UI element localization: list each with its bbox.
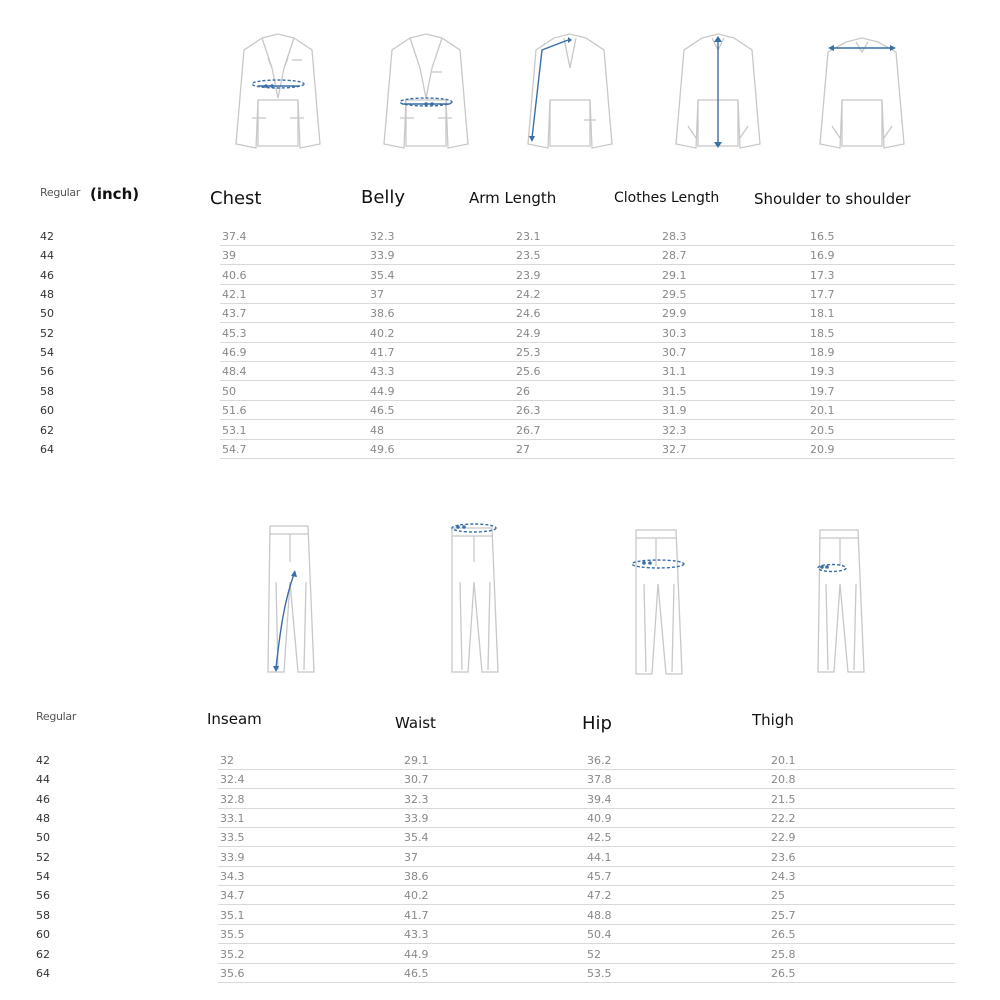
table-cell: 35.5 — [220, 928, 245, 942]
table-cell: 30.7 — [662, 346, 687, 360]
table-cell: 48.8 — [587, 908, 612, 922]
jacket-belly-measure-icon — [376, 28, 476, 152]
size-label: 62 — [36, 947, 50, 961]
table-cell: 17.3 — [810, 268, 835, 282]
table-cell: 42.1 — [222, 288, 247, 302]
jacket-chest-measure-icon — [228, 28, 328, 152]
table-cell: 48 — [370, 423, 384, 437]
size-label: 48 — [36, 812, 50, 826]
table-cell: 52 — [587, 947, 601, 961]
table-cell: 43.3 — [404, 928, 429, 942]
table-cell: 29.9 — [662, 307, 687, 321]
table-cell: 54.7 — [222, 442, 247, 456]
table-cell: 20.1 — [771, 754, 796, 767]
table-cell: 23.1 — [516, 230, 541, 243]
table-cell: 32.3 — [662, 423, 687, 437]
table-cell: 22.2 — [771, 812, 796, 826]
table-cell: 37.8 — [587, 773, 612, 787]
size-label: 58 — [40, 384, 54, 398]
table-cell: 20.5 — [810, 423, 835, 437]
table-cell: 33.5 — [220, 831, 245, 845]
size-label: 42 — [36, 754, 50, 767]
header-chest: Chest — [210, 188, 262, 209]
row-divider — [220, 439, 955, 440]
table-cell: 18.1 — [810, 307, 835, 321]
table-cell: 35.2 — [220, 947, 245, 961]
table-cell: 28.3 — [662, 230, 687, 243]
table-cell: 32 — [220, 754, 234, 767]
table-cell: 18.9 — [810, 346, 835, 360]
table-cell: 19.7 — [810, 384, 835, 398]
table-cell: 26.3 — [516, 404, 541, 418]
row-divider — [220, 284, 955, 285]
table-cell: 53.1 — [222, 423, 247, 437]
size-label: 50 — [40, 307, 54, 321]
table-cell: 36.2 — [587, 754, 612, 767]
table-cell: 26 — [516, 384, 530, 398]
table-cell: 20.1 — [810, 404, 835, 418]
table-cell: 46.5 — [404, 966, 429, 980]
row-divider — [218, 943, 955, 944]
table-cell: 19.3 — [810, 365, 835, 379]
table-cell: 39.4 — [587, 792, 612, 806]
row-divider — [220, 380, 955, 381]
header-belly: Belly — [361, 187, 406, 208]
table-cell: 29.1 — [662, 268, 687, 282]
table-cell: 44.9 — [404, 947, 429, 961]
table-cell: 31.1 — [662, 365, 687, 379]
size-label: 52 — [36, 850, 50, 864]
size-label: 46 — [40, 268, 54, 282]
table-cell: 34.7 — [220, 889, 245, 903]
table-cell: 51.6 — [222, 404, 247, 418]
size-label: 56 — [40, 365, 54, 379]
size-label: 60 — [36, 928, 50, 942]
table-cell: 32.3 — [404, 792, 429, 806]
table-cell: 38.6 — [370, 307, 395, 321]
jacket-clothes-length-measure-icon — [668, 28, 768, 152]
row-divider — [220, 245, 955, 246]
table-cell: 31.5 — [662, 384, 687, 398]
pants-inseam-measure-icon — [256, 522, 326, 676]
table-cell: 49.6 — [370, 442, 395, 456]
table-cell: 25.6 — [516, 365, 541, 379]
row-divider — [218, 982, 955, 983]
table-cell: 45.7 — [587, 870, 612, 884]
size-label: 50 — [36, 831, 50, 845]
table-cell: 18.5 — [810, 326, 835, 340]
table-cell: 24.6 — [516, 307, 541, 321]
row-divider — [218, 904, 955, 905]
table-cell: 40.2 — [370, 326, 395, 340]
size-label: 64 — [40, 442, 54, 456]
table-cell: 30.7 — [404, 773, 429, 787]
jacket-arm-length-measure-icon — [520, 28, 620, 152]
table-cell: 32.7 — [662, 442, 687, 456]
table-cell: 24.2 — [516, 288, 541, 302]
table-cell: 30.3 — [662, 326, 687, 340]
row-divider — [218, 788, 955, 789]
row-divider — [218, 963, 955, 964]
header-waist: Waist — [395, 714, 436, 732]
table-cell: 32.3 — [370, 230, 395, 243]
row-divider — [220, 419, 955, 420]
table-cell: 20.8 — [771, 773, 796, 787]
size-label: 64 — [36, 966, 50, 980]
table-cell: 24.9 — [516, 326, 541, 340]
table-cell: 45.3 — [222, 326, 247, 340]
table-cell: 25.3 — [516, 346, 541, 360]
row-divider — [220, 264, 955, 265]
table-cell: 21.5 — [771, 792, 796, 806]
size-label: 52 — [40, 326, 54, 340]
size-label: 56 — [36, 889, 50, 903]
table-cell: 42.5 — [587, 831, 612, 845]
table-cell: 37 — [404, 850, 418, 864]
size-label: 54 — [40, 346, 54, 360]
table-cell: 25.8 — [771, 947, 796, 961]
table-cell: 44.9 — [370, 384, 395, 398]
table-cell: 27 — [516, 442, 530, 456]
table-cell: 16.9 — [810, 249, 835, 263]
row-divider — [218, 924, 955, 925]
table-cell: 31.9 — [662, 404, 687, 418]
table-cell: 43.3 — [370, 365, 395, 379]
table-cell: 28.7 — [662, 249, 687, 263]
table-cell: 23.5 — [516, 249, 541, 263]
size-label: 42 — [40, 230, 54, 243]
header-thigh: Thigh — [752, 711, 794, 729]
row-divider — [220, 361, 955, 362]
row-divider — [218, 808, 955, 809]
row-divider — [218, 866, 955, 867]
table-cell: 33.9 — [220, 850, 245, 864]
table-cell: 37 — [370, 288, 384, 302]
table-cell: 35.1 — [220, 908, 245, 922]
table-cell: 35.4 — [370, 268, 395, 282]
pants-thigh-measure-icon — [808, 526, 878, 676]
table-cell: 40.6 — [222, 268, 247, 282]
row-divider — [220, 322, 955, 323]
row-divider — [220, 303, 955, 304]
pants-hip-measure-icon — [624, 524, 694, 678]
regular-label: Regular — [40, 186, 81, 199]
table-cell: 43.7 — [222, 307, 247, 321]
table-cell: 34.3 — [220, 870, 245, 884]
table-cell: 32.8 — [220, 792, 245, 806]
table-cell: 35.6 — [220, 966, 245, 980]
table-cell: 23.6 — [771, 850, 796, 864]
table-cell: 50 — [222, 384, 236, 398]
table-cell: 26.7 — [516, 423, 541, 437]
size-label: 44 — [36, 773, 50, 787]
row-divider — [220, 342, 955, 343]
table-cell: 41.7 — [404, 908, 429, 922]
size-label: 46 — [36, 792, 50, 806]
table-cell: 29.1 — [404, 754, 429, 767]
size-label: 48 — [40, 288, 54, 302]
header-clothes-length: Clothes Length — [614, 190, 720, 206]
unit-label: (inch) — [90, 185, 140, 203]
table-cell: 40.9 — [587, 812, 612, 826]
table-cell: 26.5 — [771, 966, 796, 980]
header-inseam: Inseam — [207, 710, 262, 728]
table-cell: 25 — [771, 889, 785, 903]
table-cell: 22.9 — [771, 831, 796, 845]
table-cell: 29.5 — [662, 288, 687, 302]
table-cell: 33.9 — [404, 812, 429, 826]
table-cell: 48.4 — [222, 365, 247, 379]
header-arm-length: Arm Length — [469, 189, 557, 207]
table-cell: 47.2 — [587, 889, 612, 903]
table-cell: 50.4 — [587, 928, 612, 942]
table-cell: 17.7 — [810, 288, 835, 302]
jacket-shoulder-measure-icon — [812, 28, 912, 152]
row-divider — [220, 400, 955, 401]
table-cell: 46.9 — [222, 346, 247, 360]
size-label: 58 — [36, 908, 50, 922]
table-cell: 16.5 — [810, 230, 835, 243]
header-hip: Hip — [582, 713, 612, 734]
pants-waist-measure-icon — [438, 518, 508, 676]
size-label: 54 — [36, 870, 50, 884]
table-cell: 24.3 — [771, 870, 796, 884]
row-divider — [218, 846, 955, 847]
size-label: 44 — [40, 249, 54, 263]
table-cell: 37.4 — [222, 230, 247, 243]
header-shoulder-to-shoulder: Shoulder to shoulder — [754, 190, 911, 208]
table-cell: 23.9 — [516, 268, 541, 282]
table-cell: 33.1 — [220, 812, 245, 826]
row-divider — [218, 769, 955, 770]
table-cell: 39 — [222, 249, 236, 263]
table-cell: 33.9 — [370, 249, 395, 263]
size-label: 60 — [40, 404, 54, 418]
table-cell: 32.4 — [220, 773, 245, 787]
regular-label-pants: Regular — [36, 710, 77, 723]
table-cell: 26.5 — [771, 928, 796, 942]
row-divider — [218, 827, 955, 828]
table-cell: 40.2 — [404, 889, 429, 903]
size-label: 62 — [40, 423, 54, 437]
table-cell: 20.9 — [810, 442, 835, 456]
table-cell: 38.6 — [404, 870, 429, 884]
table-cell: 35.4 — [404, 831, 429, 845]
table-cell: 46.5 — [370, 404, 395, 418]
table-cell: 25.7 — [771, 908, 796, 922]
table-cell: 44.1 — [587, 850, 612, 864]
table-cell: 41.7 — [370, 346, 395, 360]
row-divider — [218, 885, 955, 886]
table-cell: 53.5 — [587, 966, 612, 980]
row-divider — [220, 458, 955, 459]
